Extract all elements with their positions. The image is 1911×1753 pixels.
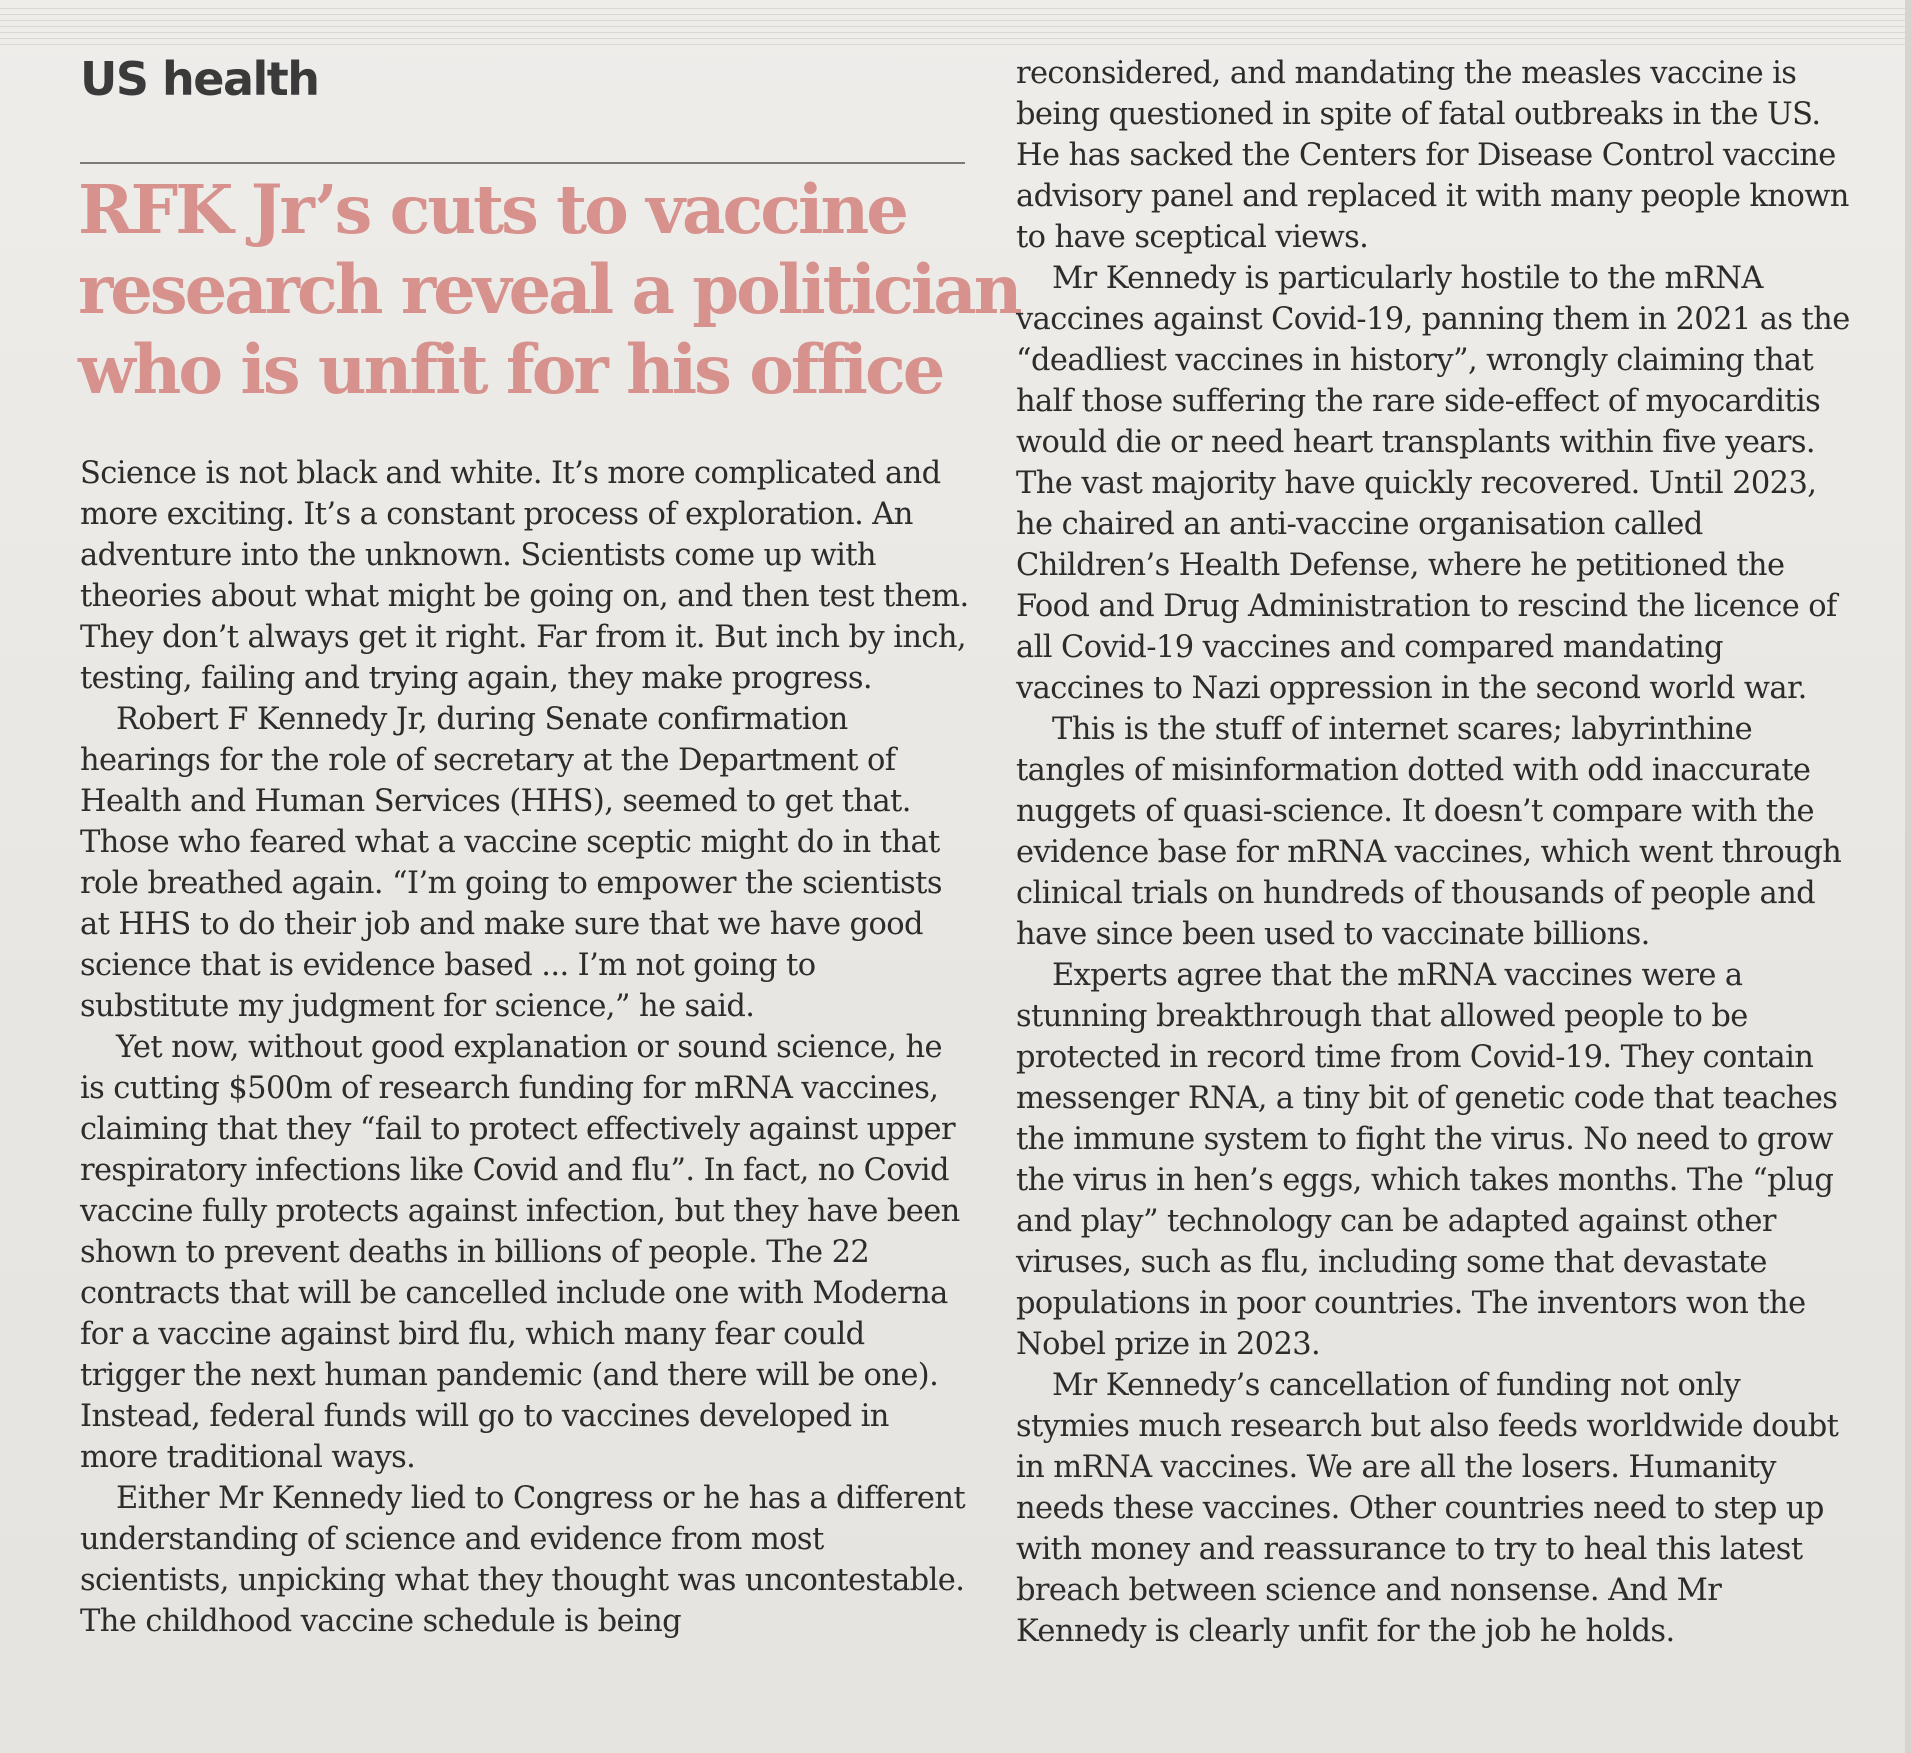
headline-divider [80, 162, 965, 164]
article-paragraph: Mr Kennedy is particularly hostile to the mRNA vaccines against Covid-19, panning them in 2021 as the “deadliest vaccines in history”, wrongly claiming that half those suffering the rare side-effect of myocarditis would die or need heart transplants within five years. The vast majority have quickly recovered. Until 2023, he chaired an anti-vaccine organisation called Children’s Health Defense, where he petitioned the Food and Drug Administration to rescind the licence of all Covid-19 vaccines and compared mandating vaccines to Nazi oppression in the second world war. [1016, 261, 1850, 706]
article-paragraph: Yet now, without good explanation or sound science, he is cutting $500m of research funding for mRNA vaccines, claiming that they “fail to protect effectively against upper respiratory infections like Covid and flu”. In fact, no Covid vaccine fully protects against infection, but they have been shown to prevent deaths in billions of people. The 22 contracts that will be cancelled include one with Moderna for a vaccine against bird flu, which many fear could trigger the next human pandemic (and there will be one). Instead, federal funds will go to vaccines developed in more traditional ways. [80, 1030, 960, 1475]
headline-line: who is unfit for his office [78, 330, 943, 409]
headline-line: RFK Jr’s cuts to vaccine [78, 170, 906, 249]
article-paragraph: Either Mr Kennedy lied to Congress or he has a different understanding of science and evidence from most scientists, unpicking what they thought was uncontestable. The childhood vaccine schedule is being [80, 1481, 966, 1639]
article-paragraph: Experts agree that the mRNA vaccines were a stunning breakthrough that allowed people to be protected in record time from Covid-19. They contain messenger RNA, a tiny bit of genetic code that teaches the immune system to fight the virus. No need to grow the virus in hen’s eggs, which takes months. The “plug and play” technology can be adapted against other viruses, such as flu, including some that devastate populations in poor countries. The inventors won the Nobel prize in 2023. [1016, 958, 1838, 1362]
article-paragraph: Mr Kennedy’s cancellation of funding not only stymies much research but also feeds worldwide doubt in mRNA vaccines. We are all the losers. Humanity needs these vaccines. Other countries need to step up with money and reassurance to try to heal this latest breach between science and nonsense. And Mr Kennedy is clearly unfit for the job he holds. [1016, 1368, 1839, 1649]
section-label: US health [80, 52, 319, 106]
article-paragraph: reconsidered, and mandating the measles vaccine is being questioned in spite of fatal outbreaks in the US. He has sacked the Centers for Disease Control vaccine advisory panel and replaced it with many people known to have sceptical views. [1016, 56, 1849, 255]
article-column-left [80, 453, 970, 1642]
page-right-edge [1905, 0, 1911, 1753]
article-paragraph: This is the stuff of internet scares; labyrinthine tangles of misinformation dotted with odd inaccurate nuggets of quasi-science. It doesn’t compare with the evidence base for mRNA vaccines, which went through clinical trials on hundreds of thousands of people and have since been used to vaccinate billions. [1016, 712, 1842, 952]
article-paragraph: Robert F Kennedy Jr, during Senate confirmation hearings for the role of secretary at the Department of Health and Human Services (HHS), seemed to get that. Those who feared what a vaccine sceptic might do in that role breathed again. “I’m going to empower the scientists at HHS to do their job and make sure that we have good science that is evidence based ... I’m not going to substitute my judgment for science,” he said. [80, 702, 942, 1024]
article-paragraph: Science is not black and white. It’s more complicated and more exciting. It’s a constant process of exploration. An adventure into the unknown. Scientists come up with theories about what might be going on, and then test them. They don’t always get it right. Far from it. But inch by inch, testing, failing and trying again, they make progress. [80, 456, 969, 696]
headline-line: research reveal a politician [78, 250, 1020, 329]
headline [78, 170, 1020, 410]
top-border-rule [0, 8, 1911, 46]
article-column-right [1016, 53, 1851, 1652]
